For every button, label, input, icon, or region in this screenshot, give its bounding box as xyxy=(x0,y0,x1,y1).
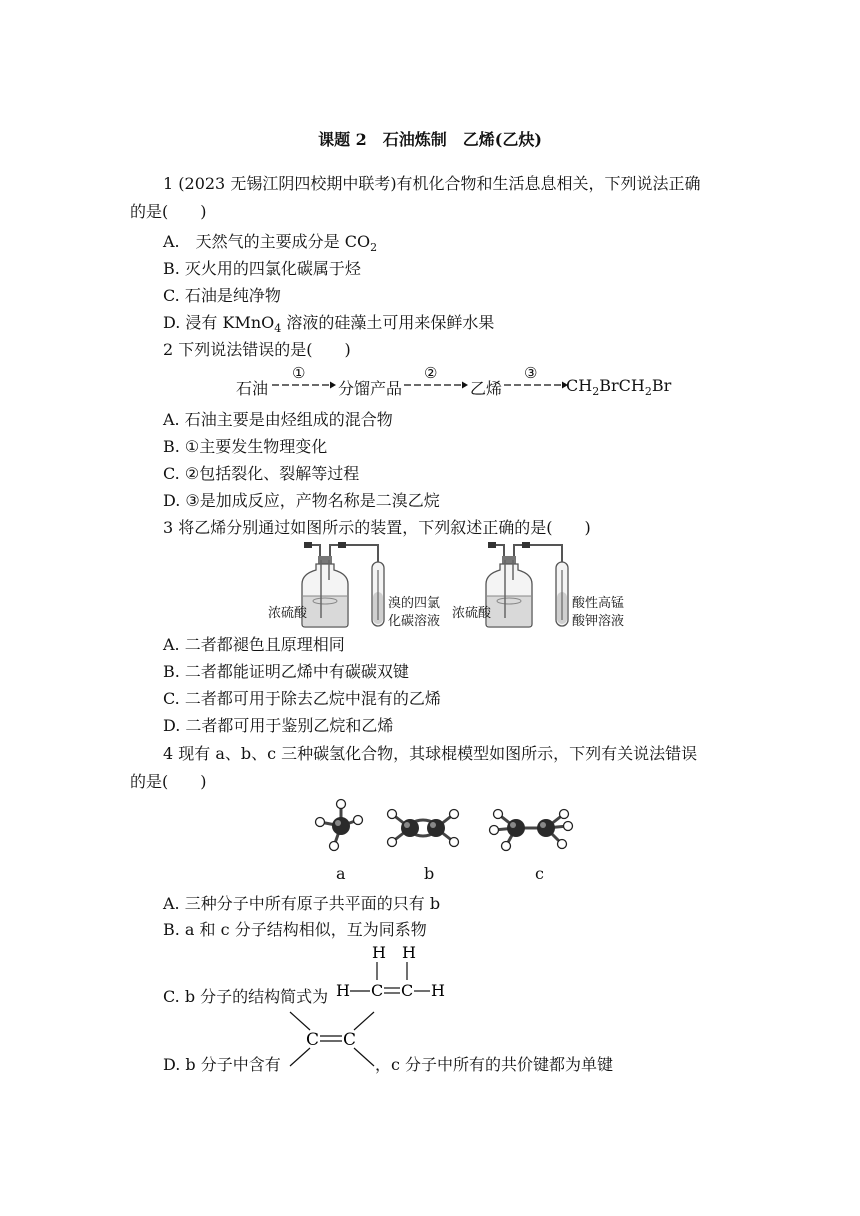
q2-option-c[interactable]: C. ②包括裂化、裂解等过程 xyxy=(163,464,360,483)
q1-option-d-sub: 4 xyxy=(274,322,282,336)
scheme-arrow-1 xyxy=(272,380,336,390)
frag-c-2: C xyxy=(343,1030,357,1050)
q1-stem-line2: 的是( ) xyxy=(130,202,207,221)
q1-option-d-text: D. 浸有 KMnO xyxy=(163,313,275,332)
model-b-ethylene-icon xyxy=(388,810,459,847)
label-conc-sulfuric-right: 浓硫酸 xyxy=(452,606,492,621)
q4-option-d[interactable] xyxy=(163,1052,613,1075)
formula-part: Br xyxy=(651,376,672,395)
formula-part: BrCH xyxy=(599,376,645,395)
q4-stem-line2: 的是( ) xyxy=(130,772,207,791)
scheme-arrow-2 xyxy=(404,380,468,390)
struct-h-left: H xyxy=(336,981,350,1000)
q1-option-d[interactable] xyxy=(163,310,494,335)
q4-stem-line1: 4 现有 a、b、c 三种碳氢化合物，其球棍模型如图所示，下列有关说法错误 xyxy=(163,744,698,763)
q3-option-d[interactable]: D. 二者都可用于鉴别乙烷和乙烯 xyxy=(163,716,394,735)
q3-apparatus-left xyxy=(268,540,448,630)
label-bromine-ccl4-1: 溴的四氯 xyxy=(388,596,441,611)
q4-option-a[interactable]: A. 三种分子中所有原子共平面的只有 b xyxy=(163,894,441,913)
q3-apparatus-right xyxy=(452,540,632,630)
scheme-label-1: ① xyxy=(292,364,306,382)
label-bromine-ccl4-2: 化碳溶液 xyxy=(388,614,441,629)
scheme-arrow-3 xyxy=(504,380,568,390)
struct-h-right: H xyxy=(431,981,445,1000)
scheme-fraction-products: 分馏产品 xyxy=(338,379,403,398)
formula-sub: 2 xyxy=(644,385,652,399)
q1-option-a-sub: 2 xyxy=(370,241,378,255)
scheme-label-3: ③ xyxy=(524,364,538,382)
label-conc-sulfuric-left: 浓硫酸 xyxy=(268,606,308,621)
q3-option-c[interactable]: C. 二者都可用于除去乙烷中混有的乙烯 xyxy=(163,689,441,708)
scheme-petroleum: 石油 xyxy=(236,379,269,398)
model-label-a: a xyxy=(336,864,346,883)
q1-stem-line1: 1 (2023 无锡江阴四校期中联考)有机化合物和生活息息相关，下列说法正确 xyxy=(163,174,701,193)
label-kmno4-2: 酸钾溶液 xyxy=(572,614,625,629)
q2-option-d[interactable]: D. ③是加成反应，产物名称是二溴乙烷 xyxy=(163,491,440,510)
page-title: 课题 2 石油炼制 乙烯(乙炔) xyxy=(318,130,542,149)
q2-stem: 2 下列说法错误的是( ) xyxy=(163,340,351,359)
model-label-b: b xyxy=(424,864,435,883)
model-a-methane-icon xyxy=(316,800,363,851)
q2-option-a[interactable]: A. 石油主要是由烃组成的混合物 xyxy=(163,410,393,429)
q4-option-b[interactable]: B. a 和 c 分子结构相似，互为同系物 xyxy=(163,920,427,939)
q4-option-c[interactable]: C. b 分子的结构简式为 xyxy=(163,987,329,1006)
struct-h-top-1: H xyxy=(372,943,386,962)
q3-option-b[interactable]: B. 二者都能证明乙烯中有碳碳双键 xyxy=(163,662,409,681)
formula-part: CH xyxy=(566,376,593,395)
q4-ethylene-structure xyxy=(332,940,452,1004)
struct-c-1: C xyxy=(371,981,384,1000)
scheme-dibromoethane xyxy=(566,376,671,398)
scheme-label-2: ② xyxy=(424,364,438,382)
q3-stem: 3 将乙烯分别通过如图所示的装置，下列叙述正确的是( ) xyxy=(163,518,591,537)
q4-ball-stick-models xyxy=(306,796,596,866)
formula-sub: 2 xyxy=(592,385,600,399)
model-c-ethane-icon xyxy=(490,810,573,851)
q1-option-c[interactable]: C. 石油是纯净物 xyxy=(163,286,281,305)
q1-option-a[interactable] xyxy=(163,229,377,254)
model-label-c: c xyxy=(535,864,544,883)
q4-cc-double-bond-fragment xyxy=(284,1008,380,1070)
q1-option-a-text: A. 天然气的主要成分是 CO xyxy=(163,232,371,251)
frag-c-1: C xyxy=(306,1030,320,1050)
q4-option-d-text2: ，c 分子中所有的共价键都为单键 xyxy=(374,1055,614,1074)
q3-option-a[interactable]: A. 二者都褪色且原理相同 xyxy=(163,635,345,654)
q2-option-b[interactable]: B. ①主要发生物理变化 xyxy=(163,437,328,456)
q1-option-b[interactable]: B. 灭火用的四氯化碳属于烃 xyxy=(163,259,361,278)
q4-option-d-text: D. b 分子中含有 xyxy=(163,1055,281,1074)
q2-reaction-scheme xyxy=(232,362,682,398)
struct-c-2: C xyxy=(401,981,414,1000)
label-kmno4-1: 酸性高锰 xyxy=(572,596,625,611)
struct-h-top-2: H xyxy=(402,943,416,962)
q1-option-d-text2: 溶液的硅藻土可用来保鲜水果 xyxy=(281,313,495,332)
scheme-ethylene: 乙烯 xyxy=(470,379,503,398)
